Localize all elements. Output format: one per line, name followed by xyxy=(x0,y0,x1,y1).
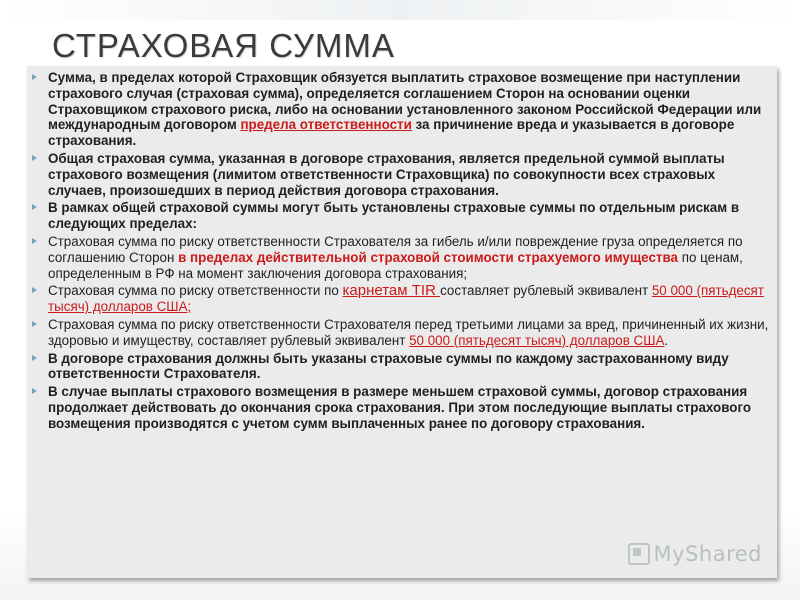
bullet-arrow-icon xyxy=(32,204,37,210)
list-item xyxy=(30,200,770,232)
tir-carnet-link[interactable]: карнетам TIR xyxy=(342,282,441,300)
item-text: Общая страховая сумма, указанная в договоре страхования, является предельной суммой выплаты страхового возмещения (лимитом ответственности Страховщика) по совокупности всех страховых случаев, произошедших в период действия договора страхования. xyxy=(48,150,725,198)
item-text: В договоре страхования должны быть указаны страховые суммы по каждому застрахованному виду ответственности Страхователя. xyxy=(48,350,729,382)
watermark-logo-icon xyxy=(628,543,650,565)
liability-limit-link[interactable]: предела ответственности xyxy=(240,117,412,133)
bullet-arrow-icon xyxy=(32,355,37,361)
item-text: Сумма, в пределах которой Страховщик обязуется выплатить страховое возмещение при наступлении страхового случая (страховая сумма), определяется соглашением Сторон на основании оценки Страховщиком страхового риска, либо на основании установленного законом Российской Федерации или международным договором xyxy=(48,70,762,133)
list-item xyxy=(30,151,770,198)
list-item xyxy=(30,317,770,349)
list-item xyxy=(30,234,770,281)
bullet-arrow-icon xyxy=(32,238,37,244)
watermark xyxy=(628,542,762,566)
bullet-arrow-icon xyxy=(32,388,37,394)
item-text: В случае выплаты страхового возмещения в размере меньшем страховой суммы, договор страхования продолжает действовать до окончания срока страхования. При этом последующие выплаты страхового возмещения производятся с учетом сумм выплаченных ранее по договору страхования. xyxy=(48,384,752,431)
bullet-arrow-icon xyxy=(32,287,37,293)
list-item xyxy=(30,351,770,383)
actual-value-highlight: в пределах действительной страховой стоимости страхуемого имущества xyxy=(178,249,678,265)
list-item xyxy=(30,283,770,315)
item-text: Страховая сумма по риску ответственности Страхователя за гибель и/или повреждение груза определяется по соглашению Сторон xyxy=(48,233,743,265)
item-text: составляет рублевый эквивалент xyxy=(440,283,652,299)
list-item xyxy=(30,70,770,149)
item-text: Страховая сумма по риску ответственности Страхователя перед третьими лицами за вред, причиненный их жизни, здоровью и имуществу, составляет рублевый эквивалент xyxy=(48,316,769,348)
bullet-list xyxy=(30,70,770,434)
item-text: Страховая сумма по риску ответственности по xyxy=(48,283,343,299)
bullet-arrow-icon xyxy=(32,155,37,161)
item-text: . xyxy=(664,332,669,348)
bullet-arrow-icon xyxy=(32,321,37,327)
watermark-text: MyShared xyxy=(653,542,762,566)
bullet-arrow-icon xyxy=(32,74,37,80)
top-decoration xyxy=(0,0,800,20)
list-item xyxy=(30,384,770,431)
item-text: В рамках общей страховой суммы могут быть установлены страховые суммы по отдельным рискам в следующих пределах: xyxy=(48,200,740,232)
item-text: по ценам, определенным в РФ на момент заключения договора страхования; xyxy=(48,249,743,281)
slide-title: СТРАХОВАЯ СУММА xyxy=(52,27,395,64)
item-text: за причинение вреда и указывается в договоре страхования. xyxy=(48,117,735,149)
usd-amount-link[interactable]: 50 000 (пятьдесят тысяч) долларов США xyxy=(409,332,665,348)
usd-amount-link[interactable]: 50 000 (пятьдесят тысяч) долларов США; xyxy=(48,283,764,315)
